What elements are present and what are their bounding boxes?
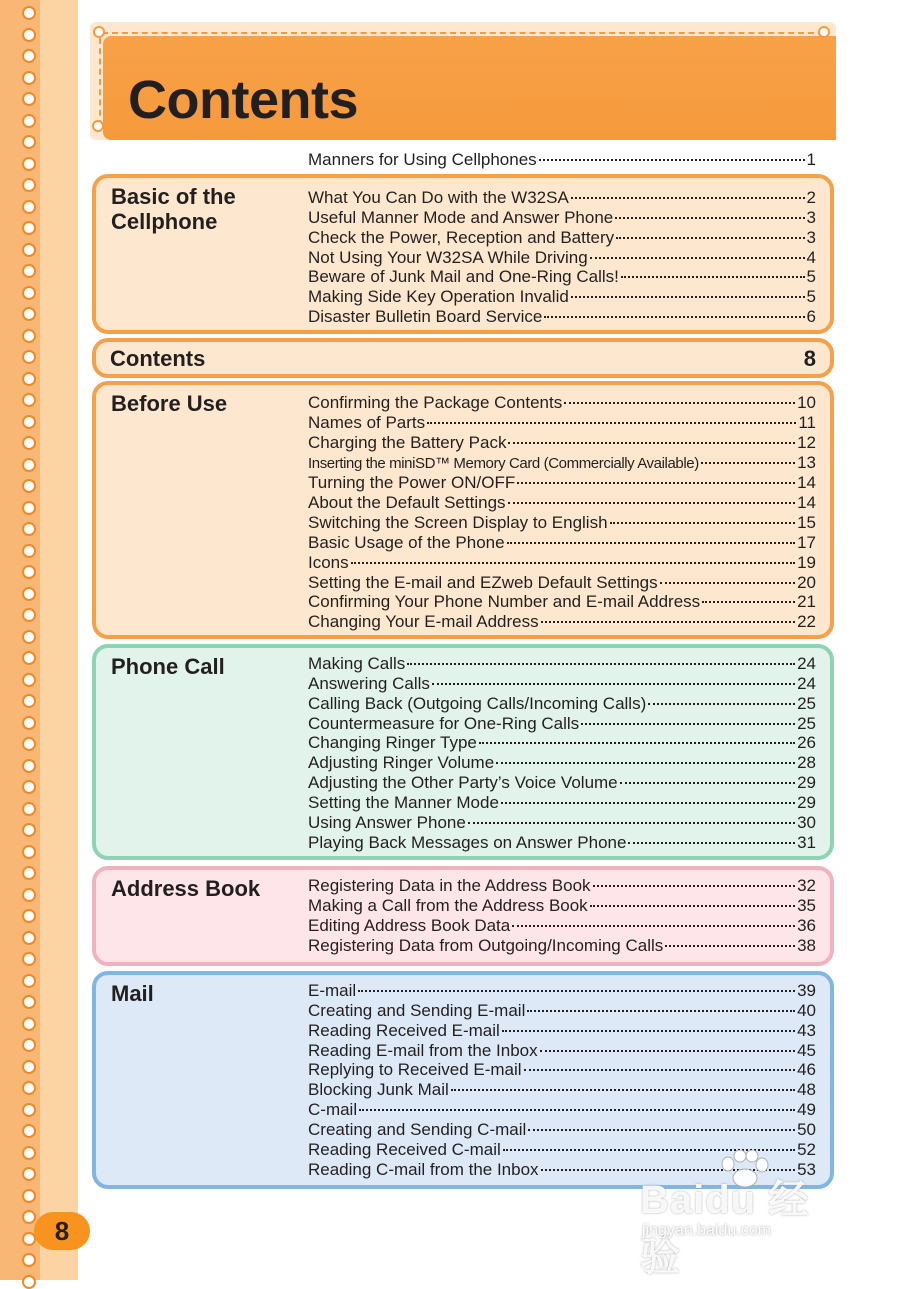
toc-entry[interactable] <box>308 1001 816 1021</box>
toc-entry-page: 24 <box>797 654 816 673</box>
toc-entry-page: 35 <box>797 895 816 915</box>
toc-entry-page: 45 <box>797 1040 816 1060</box>
toc-entry[interactable] <box>308 513 816 533</box>
toc-entry-title: Adjusting Ringer Volume <box>308 753 495 773</box>
toc-entry-title: Switching the Screen Display to English <box>308 513 608 533</box>
toc-leader-dots <box>540 1050 795 1052</box>
toc-entry[interactable] <box>308 248 816 268</box>
toc-entry-title: Adjusting the Other Party’s Voice Volume <box>308 773 618 793</box>
binding-ring <box>22 1060 36 1074</box>
toc-entry-title: Calling Back (Outgoing Calls/Incoming Calls) <box>308 693 647 713</box>
toc-entry-title: Confirming Your Phone Number and E-mail Address <box>308 592 701 612</box>
toc-entry-page: 43 <box>797 1020 816 1040</box>
toc-entry-page: 21 <box>797 592 816 612</box>
binding-ring <box>22 221 36 235</box>
toc-entry-page: 48 <box>797 1080 816 1100</box>
toc-entry-page: 25 <box>797 693 816 713</box>
toc-entry[interactable] <box>308 753 816 773</box>
toc-entry[interactable] <box>308 307 816 327</box>
section-label-text: Before Use <box>111 391 228 416</box>
toc-leader-dots <box>665 945 795 947</box>
toc-entry-page: 14 <box>797 493 816 513</box>
toc-entry-title: Changing Ringer Type <box>308 733 477 753</box>
binding-ring <box>22 329 36 343</box>
binding-ring <box>22 436 36 450</box>
binding-ring <box>22 1275 36 1289</box>
toc-leader-dots <box>571 197 805 199</box>
binding-ring <box>22 909 36 923</box>
banner-corner-dot <box>93 26 105 38</box>
toc-entry[interactable] <box>308 393 816 413</box>
toc-entry-title: Confirming the Package Contents <box>308 393 563 412</box>
binding-ring <box>22 1081 36 1095</box>
watermark-url: jingyan.baidu.com <box>642 1222 771 1239</box>
toc-leader-dots <box>621 276 805 278</box>
toc-leader-dots <box>524 1069 796 1071</box>
toc-entry-page: 1 <box>806 150 816 169</box>
section-label-text: Address Book <box>111 876 261 901</box>
section-label <box>111 184 236 234</box>
toc-entry-title: Reading Received C-mail <box>308 1139 501 1159</box>
toc-entry-page: 12 <box>797 432 816 452</box>
toc-intro <box>308 150 816 170</box>
toc-leader-dots <box>660 582 795 584</box>
toc-entry[interactable] <box>308 1041 816 1061</box>
toc-leader-dots <box>407 663 795 665</box>
section-contents[interactable] <box>92 338 834 378</box>
binding-ring <box>22 823 36 837</box>
toc-leader-dots <box>581 723 795 725</box>
binding-ring <box>22 157 36 171</box>
toc-leader-dots <box>501 802 795 804</box>
binding-ring <box>22 694 36 708</box>
toc-leader-dots <box>517 482 795 484</box>
banner-corner-dot <box>818 26 830 38</box>
toc-entry[interactable] <box>308 793 816 813</box>
section-phone-call <box>92 644 834 860</box>
binding-ring <box>22 995 36 1009</box>
toc-entry-page: 17 <box>797 532 816 552</box>
binding-ring <box>22 6 36 20</box>
toc-entry-page: 39 <box>797 981 816 1000</box>
toc-entry-title: Registering Data from Outgoing/Incoming Calls <box>308 935 664 955</box>
binding-ring <box>22 651 36 665</box>
toc-entry-page: 50 <box>797 1119 816 1139</box>
toc-entry[interactable] <box>308 876 816 896</box>
toc-entry-page: 10 <box>797 393 816 412</box>
toc-leader-dots <box>496 762 795 764</box>
banner-dashed-line-left <box>99 38 101 126</box>
binding-ring <box>22 200 36 214</box>
page-number-badge: 8 <box>34 1212 90 1250</box>
toc-entry-title: Check the Power, Reception and Battery <box>308 227 615 247</box>
toc-entry-page: 31 <box>797 832 816 852</box>
binding-ring <box>22 479 36 493</box>
toc-entry[interactable] <box>308 936 816 956</box>
toc-entry[interactable] <box>308 473 816 493</box>
binding-ring <box>22 587 36 601</box>
toc-entry-title: Not Using Your W32SA While Driving <box>308 247 588 267</box>
toc-entry-title: Manners for Using Cellphones <box>308 150 537 169</box>
binding-ring <box>22 1146 36 1160</box>
toc-entry-page: 52 <box>797 1139 816 1159</box>
binding-ring <box>22 759 36 773</box>
toc-entry[interactable] <box>308 916 816 936</box>
toc-entry-page: 15 <box>797 513 816 533</box>
binding-ring <box>22 372 36 386</box>
toc-entry-page: 26 <box>797 733 816 753</box>
toc-entry[interactable] <box>308 1100 816 1120</box>
toc-leader-dots <box>512 925 795 927</box>
toc-entry-title: Countermeasure for One-Ring Calls <box>308 713 580 733</box>
binding-ring <box>22 415 36 429</box>
toc-entry-page: 3 <box>806 207 816 227</box>
watermark <box>640 1150 850 1279</box>
toc-leader-dots <box>615 217 804 219</box>
toc-leader-dots <box>508 502 796 504</box>
section-label-text: Contents <box>110 346 206 371</box>
binding-ring <box>22 49 36 63</box>
binding-ring <box>22 673 36 687</box>
toc-entry[interactable] <box>308 287 816 307</box>
binding-ring <box>22 92 36 106</box>
banner-corner-dot <box>92 120 104 132</box>
toc-entry[interactable] <box>308 592 816 612</box>
binding-ring <box>22 737 36 751</box>
section-label <box>111 391 227 416</box>
binding-ring <box>22 458 36 472</box>
toc-entry-title: Making Calls <box>308 654 406 673</box>
toc-entry[interactable] <box>308 433 816 453</box>
watermark-logo: Baidu 经验 <box>640 1178 810 1279</box>
toc-leader-dots <box>701 462 795 464</box>
toc-entry-page: 19 <box>797 552 816 572</box>
toc-entry-title: Creating and Sending C-mail <box>308 1119 527 1139</box>
toc-entry-title: Beware of Junk Mail and One-Ring Calls! <box>308 267 619 287</box>
toc-leader-dots <box>507 542 796 544</box>
toc-entry[interactable] <box>308 267 816 287</box>
toc-entry-title: Creating and Sending E-mail <box>308 1000 526 1020</box>
toc-entry-page: 5 <box>806 287 816 307</box>
toc-leader-dots <box>590 905 795 907</box>
toc-entry-page: 29 <box>797 773 816 793</box>
toc-entry[interactable] <box>308 493 816 513</box>
toc-entry[interactable] <box>308 813 816 833</box>
toc-entry[interactable] <box>308 208 816 228</box>
toc-entry-title: C-mail <box>308 1100 358 1120</box>
toc-entry-title: Useful Manner Mode and Answer Phone <box>308 207 614 227</box>
toc-entry-title: Using Answer Phone <box>308 812 466 832</box>
binding-ring <box>22 544 36 558</box>
toc-leader-dots <box>610 522 796 524</box>
toc-entry-title: Registering Data in the Address Book <box>308 876 591 895</box>
toc-leader-dots <box>620 782 795 784</box>
toc-entry-title: Charging the Battery Pack <box>308 432 507 452</box>
toc-entry-title: Editing Address Book Data <box>308 915 511 935</box>
toc-entry-page: 24 <box>797 673 816 693</box>
binding-ring <box>22 1124 36 1138</box>
toc-entry-title: Turning the Power ON/OFF <box>308 473 516 493</box>
section-label <box>111 981 154 1006</box>
toc-entry-page: 28 <box>797 753 816 773</box>
binding-ring <box>22 243 36 257</box>
toc-entry[interactable] <box>308 654 816 674</box>
section-address-book <box>92 866 834 966</box>
toc-entry-title: Making Side Key Operation Invalid <box>308 287 569 307</box>
toc-entry[interactable] <box>308 150 816 170</box>
toc-entry-title: Reading C-mail from the Inbox <box>308 1159 539 1179</box>
toc-entry-page: 29 <box>797 792 816 812</box>
section-entries <box>308 393 816 632</box>
toc-leader-dots <box>468 822 795 824</box>
toc-leader-dots <box>616 237 804 239</box>
binding-ring <box>22 1210 36 1224</box>
toc-entry-title: Setting the Manner Mode <box>308 792 499 812</box>
binding-ring <box>22 114 36 128</box>
toc-entry[interactable] <box>308 1120 816 1140</box>
toc-entry[interactable] <box>308 833 816 853</box>
contents-band-row <box>110 346 816 372</box>
toc-entry-title: E-mail <box>308 981 357 1000</box>
toc-entry-title: Names of Parts <box>308 412 426 432</box>
toc-entry[interactable] <box>308 1021 816 1041</box>
toc-entry-title: Changing Your E-mail Address <box>308 612 539 632</box>
binding-ring <box>22 135 36 149</box>
section-entries <box>308 876 816 955</box>
toc-entry[interactable] <box>308 694 816 714</box>
section-label-text: Mail <box>111 981 154 1006</box>
binding-ring <box>22 974 36 988</box>
section-label-text: Phone Call <box>111 654 225 679</box>
binding-ring <box>22 802 36 816</box>
toc-entry[interactable] <box>308 413 816 433</box>
toc-entry[interactable] <box>308 714 816 734</box>
toc-entry[interactable] <box>308 228 816 248</box>
toc-entry-title: Answering Calls <box>308 673 430 693</box>
section-basic-of-the-cellphone <box>92 174 834 334</box>
binding-ring <box>22 565 36 579</box>
toc-entry[interactable] <box>308 553 816 573</box>
section-entries <box>308 188 816 327</box>
binding-ring <box>22 1167 36 1181</box>
binding-ring <box>22 264 36 278</box>
binding-ring <box>22 350 36 364</box>
toc-leader-dots <box>648 703 795 705</box>
toc-leader-dots <box>479 742 795 744</box>
toc-entry[interactable] <box>308 533 816 553</box>
toc-entry-page: 13 <box>797 452 816 472</box>
toc-leader-dots <box>544 316 804 318</box>
section-label <box>111 654 225 679</box>
toc-leader-dots <box>564 402 795 404</box>
toc-entry-page: 6 <box>806 307 816 327</box>
toc-entry-page: 3 <box>806 227 816 247</box>
section-entries <box>308 654 816 852</box>
binding-ring <box>22 286 36 300</box>
toc-entry[interactable] <box>308 188 816 208</box>
toc-entry-page: 5 <box>806 267 816 287</box>
toc-entry-page: 20 <box>797 572 816 592</box>
toc-entry-title: Blocking Junk Mail <box>308 1080 449 1100</box>
toc-entry[interactable] <box>308 981 816 1001</box>
toc-entry-title: Disaster Bulletin Board Service <box>308 307 543 327</box>
toc-entry-page: 25 <box>797 713 816 733</box>
toc-leader-dots <box>528 1129 795 1131</box>
toc-leader-dots <box>502 1030 795 1032</box>
toc-leader-dots <box>508 442 795 444</box>
toc-leader-dots <box>593 885 796 887</box>
toc-entry-title: Replying to Received E-mail <box>308 1060 522 1080</box>
toc-entry-page: 2 <box>806 188 816 207</box>
toc-entry-title: Playing Back Messages on Answer Phone <box>308 832 627 852</box>
toc-entry-title: Icons <box>308 552 349 572</box>
toc-leader-dots <box>351 562 795 564</box>
toc-leader-dots <box>541 621 795 623</box>
toc-entry-title: Basic Usage of the Phone <box>308 532 505 552</box>
binding-ring <box>22 28 36 42</box>
toc-entry-page: 32 <box>797 876 816 895</box>
toc-leader-dots <box>451 1089 795 1091</box>
toc-entry-page: 11 <box>798 412 816 432</box>
binding-ring <box>22 716 36 730</box>
toc-entry-page: 4 <box>806 247 816 267</box>
toc-entry[interactable] <box>308 733 816 753</box>
toc-entry[interactable] <box>308 612 816 632</box>
toc-entry[interactable] <box>308 573 816 593</box>
toc-entry[interactable] <box>308 896 816 916</box>
binding-ring <box>22 1189 36 1203</box>
toc-leader-dots <box>702 601 795 603</box>
binding-ring <box>22 1253 36 1267</box>
toc-leader-dots <box>427 422 796 424</box>
toc-entry-title: About the Default Settings <box>308 493 506 513</box>
section-page: 8 <box>803 346 816 371</box>
toc-entry-page: 22 <box>797 612 816 632</box>
binding-ring <box>22 931 36 945</box>
binding-ring <box>22 888 36 902</box>
toc-leader-dots <box>571 296 805 298</box>
binding-ring <box>22 866 36 880</box>
section-before-use <box>92 381 834 639</box>
binding-ring <box>22 845 36 859</box>
binding-ring <box>22 393 36 407</box>
binding-ring <box>22 71 36 85</box>
toc-entry-page: 30 <box>797 812 816 832</box>
page-title: Contents <box>128 70 358 130</box>
toc-leader-dots <box>628 842 795 844</box>
toc-leader-dots <box>432 683 795 685</box>
toc-entry-page: 49 <box>797 1100 816 1120</box>
toc-entry-title: Reading E-mail from the Inbox <box>308 1040 538 1060</box>
toc-entry-page: 38 <box>797 935 816 955</box>
binding-ring <box>22 501 36 515</box>
binding-ring <box>22 780 36 794</box>
binding-ring <box>22 1017 36 1031</box>
toc-leader-dots <box>590 257 805 259</box>
toc-leader-dots <box>527 1010 795 1012</box>
toc-entry-page: 40 <box>797 1000 816 1020</box>
banner-dashed-line-top <box>102 32 824 34</box>
toc-entry-page: 53 <box>797 1159 816 1179</box>
binding-ring <box>22 522 36 536</box>
binding-ring <box>22 307 36 321</box>
toc-entry-title: Setting the E-mail and EZweb Default Settings <box>308 572 658 592</box>
toc-leader-dots <box>539 159 805 161</box>
binding-strip <box>0 0 78 1280</box>
section-label <box>111 876 260 901</box>
toc-leader-dots <box>359 1109 795 1111</box>
toc-entry[interactable] <box>308 453 816 474</box>
binding-ring <box>22 630 36 644</box>
toc-entry[interactable] <box>308 1080 816 1100</box>
binding-ring <box>22 1038 36 1052</box>
binding-ring <box>22 1103 36 1117</box>
binding-ring <box>22 952 36 966</box>
toc-entry-title: What You Can Do with the W32SA <box>308 188 569 207</box>
toc-entry[interactable] <box>308 773 816 793</box>
toc-entry[interactable] <box>308 1060 816 1080</box>
toc-leader-dots <box>358 990 795 992</box>
toc-entry-page: 14 <box>797 473 816 493</box>
toc-entry-page: 36 <box>797 915 816 935</box>
toc-entry[interactable] <box>308 674 816 694</box>
section-label-text: Basic of the Cellphone <box>111 184 236 234</box>
toc-entry-title: Reading Received E-mail <box>308 1020 500 1040</box>
toc-entry-page: 46 <box>797 1060 816 1080</box>
binding-ring <box>22 178 36 192</box>
binding-ring <box>22 608 36 622</box>
toc-entry-title: Making a Call from the Address Book <box>308 895 588 915</box>
toc-entry-title: Inserting the miniSD™ Memory Card (Commercially Available) <box>308 454 699 472</box>
